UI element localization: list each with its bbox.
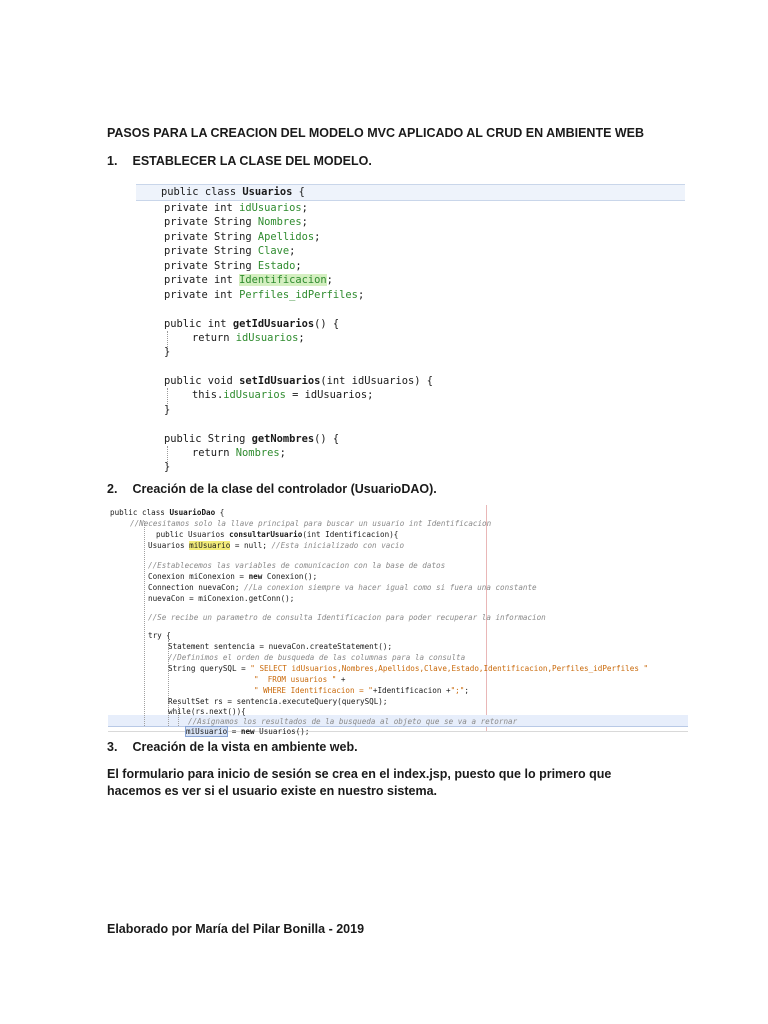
code-line: private String Estado; bbox=[164, 260, 302, 272]
section-1-number: 1. bbox=[107, 154, 118, 168]
code-line: " FROM usuarios " + bbox=[254, 675, 346, 684]
code-line: private int Identificacion; bbox=[164, 274, 333, 286]
code-line: //Necesitamos solo la llave principal para buscar un usuario int Identificacion bbox=[130, 519, 492, 528]
code-line: //Se recibe un parametro de consulta Identificacion para poder recuperar la informacion bbox=[148, 613, 546, 622]
code-line: public int getIdUsuarios() { bbox=[164, 318, 340, 330]
dao-class-code bbox=[108, 505, 688, 736]
indent-guide bbox=[144, 521, 145, 726]
code-line: public void setIdUsuarios(int idUsuarios) { bbox=[164, 375, 434, 387]
code-line: //Establecemos las variables de comunicacion con la base de datos bbox=[148, 561, 446, 570]
code-line: nuevaCon = miConexion.getConn(); bbox=[148, 594, 295, 603]
section-2-number: 2. bbox=[107, 482, 118, 496]
code-line: String querySQL = " SELECT idUsuarios,Nombres,Apellidos,Clave,Estado,Identificacion,Perfiles_idPerfiles " bbox=[168, 664, 649, 673]
code-line: } bbox=[164, 346, 171, 358]
author-footer: Elaborado por María del Pilar Bonilla - 2019 bbox=[107, 922, 365, 936]
section-1-heading bbox=[107, 154, 372, 168]
section-3-heading bbox=[107, 740, 358, 754]
document-title: PASOS PARA LA CREACION DEL MODELO MVC APLICADO AL CRUD EN AMBIENTE WEB bbox=[107, 126, 645, 140]
code-line: miUsuario = new Usuarios(); bbox=[186, 727, 310, 736]
code-line: private String Apellidos; bbox=[164, 231, 321, 243]
section-3-text: Creación de la vista en ambiente web. bbox=[132, 740, 358, 754]
section-2-heading bbox=[107, 482, 437, 496]
code-line: private String Nombres; bbox=[164, 216, 308, 228]
code-line: public Usuarios consultarUsuario(int Identificacion){ bbox=[156, 530, 399, 539]
model-class-code bbox=[136, 168, 685, 474]
code-line: Connection nuevaCon; //La conexion siempre va hacer igual como si fuera una constante bbox=[148, 583, 537, 592]
code-line: //Definimos el orden de busqueda de las columnas para la consulta bbox=[168, 653, 466, 662]
code-line: Conexion miConexion = new Conexion(); bbox=[148, 572, 318, 581]
code-line: this.idUsuarios = idUsuarios; bbox=[192, 389, 374, 401]
section-3-number: 3. bbox=[107, 740, 118, 754]
code-line: } bbox=[164, 404, 171, 416]
section-1-text: ESTABLECER LA CLASE DEL MODELO. bbox=[132, 154, 372, 168]
code-line: Statement sentencia = nuevaCon.createStatement(); bbox=[168, 642, 393, 651]
code-line: " WHERE Identificacion = "+Identificacion +";"; bbox=[254, 686, 469, 695]
code-line: private String Clave; bbox=[164, 245, 296, 257]
code-line: try { bbox=[148, 631, 171, 640]
code-line: return idUsuarios; bbox=[192, 332, 305, 344]
code-line: public class UsuarioDao { bbox=[110, 508, 225, 517]
code-line: } bbox=[164, 461, 171, 473]
code-line: return Nombres; bbox=[192, 447, 286, 459]
body-paragraph: El formulario para inicio de sesión se crea en el index.jsp, puesto que lo primero que hacemos es ver si el usuario existe en nuestro sistema. bbox=[107, 767, 612, 798]
code-line: public String getNombres() { bbox=[164, 433, 340, 445]
section-2-text: Creación de la clase del controlador (UsuarioDAO). bbox=[132, 482, 437, 496]
code-line: private int idUsuarios; bbox=[164, 202, 308, 214]
code-line: public class Usuarios { bbox=[161, 186, 305, 198]
code-line: while(rs.next()){ bbox=[168, 707, 246, 716]
code-line: Usuarios miUsuario = null; //Esta inicializado con vacio bbox=[148, 541, 405, 550]
code-line: private int Perfiles_idPerfiles; bbox=[164, 289, 365, 301]
code-line: ResultSet rs = sentencia.executeQuery(querySQL); bbox=[168, 697, 388, 706]
code-line: //Asignamos los resultados de la busqueda al objeto que se va a retornar bbox=[188, 717, 518, 726]
